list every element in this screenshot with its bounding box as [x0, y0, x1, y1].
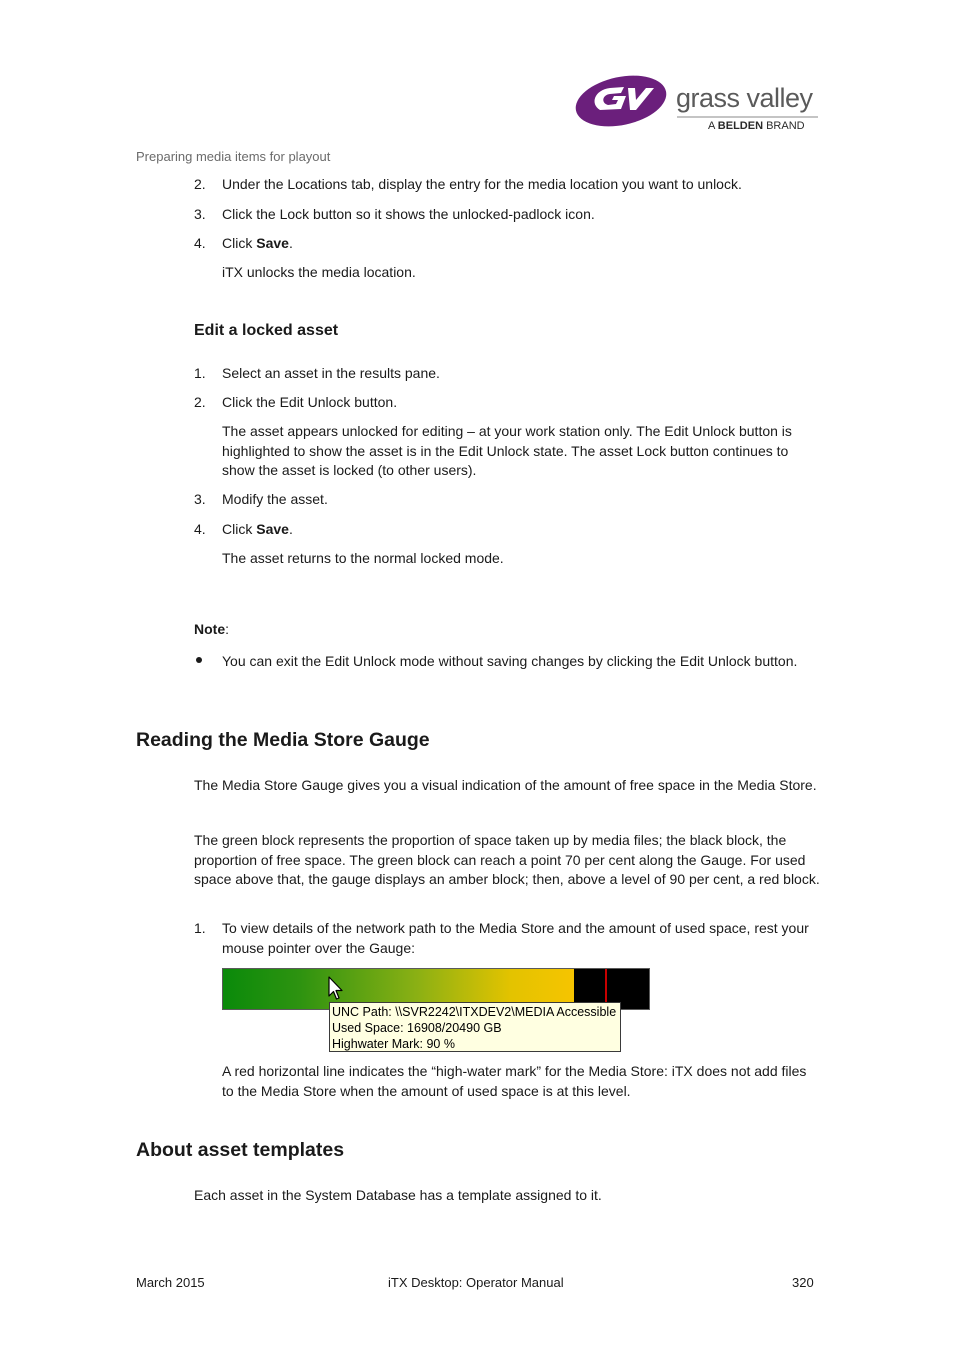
step-result: The asset returns to the normal locked mode.	[222, 550, 504, 566]
tooltip-used-space: Used Space: 16908/20490 GB	[332, 1021, 502, 1035]
step-number: 2.	[194, 176, 206, 192]
tooltip-highwater: Highwater Mark: 90 %	[332, 1037, 455, 1051]
logo-tagline-suffix: BRAND	[763, 120, 805, 132]
step-text-post: .	[288, 521, 293, 537]
note-label-text: Note	[194, 621, 226, 637]
tooltip-unc-path: UNC Path: \\SVR2242\ITXDEV2\MEDIA Accessible	[332, 1005, 617, 1019]
bullet-icon	[194, 652, 204, 662]
mouse-pointer-icon	[328, 976, 344, 1002]
step-text: Under the Locations tab, display the entry for the media location you want to unlock.	[222, 176, 742, 192]
step-text	[222, 520, 820, 540]
step-result: iTX unlocks the media location.	[222, 264, 416, 280]
logo-tagline	[708, 120, 805, 132]
step-number: 3.	[194, 491, 206, 507]
step-text-pre: Click	[222, 521, 257, 537]
step-number: 3.	[194, 206, 206, 222]
note-label	[194, 620, 229, 640]
save-label: Save	[256, 521, 289, 537]
step-number: 1.	[194, 365, 206, 381]
footer-date: March 2015	[136, 1275, 205, 1290]
footer-title: iTX Desktop: Operator Manual	[388, 1275, 564, 1290]
step-number: 4.	[194, 521, 206, 537]
step-text: Modify the asset.	[222, 491, 328, 507]
note-colon: :	[225, 621, 230, 637]
step-text	[222, 234, 820, 254]
step-text-pre: Click	[222, 235, 257, 251]
save-label: Save	[256, 235, 289, 251]
logo-tagline-prefix: A	[708, 120, 718, 132]
step-text: To view details of the network path to the Media Store and the amount of used space, rest your mouse pointer over the Gauge:	[222, 920, 809, 956]
step-number: 2.	[194, 394, 206, 410]
section-heading: About asset templates	[136, 1139, 345, 1161]
subsection-heading: Edit a locked asset	[194, 322, 339, 339]
logo-tagline-brand: BELDEN	[717, 120, 764, 132]
step-detail: The asset appears unlocked for editing – at your work station only. The Edit Unlock button is highlighted to show the asset is in the Edit Unlock state. The asset Lock button continues to show the asset is locked (to other users).	[222, 423, 792, 478]
paragraph: The Media Store Gauge gives you a visual indication of the amount of free space in the Media Store.	[194, 777, 817, 793]
step-text: Select an asset in the results pane.	[222, 365, 440, 381]
section-heading: Reading the Media Store Gauge	[136, 729, 430, 751]
paragraph: A red horizontal line indicates the “high-water mark” for the Media Store: iTX does not add files to the Media Store when the amount of used space is at this level.	[222, 1063, 807, 1099]
step-number: 4.	[194, 235, 206, 251]
paragraph: Each asset in the System Database has a template assigned to it.	[194, 1187, 602, 1203]
step-text: Click the Edit Unlock button.	[222, 394, 398, 410]
step-number: 1.	[194, 920, 206, 936]
logo-wordmark: grass valley	[676, 83, 813, 113]
footer-page-number: 320	[792, 1275, 814, 1290]
running-header: Preparing media items for playout	[136, 149, 331, 164]
gauge-tooltip	[329, 1002, 621, 1052]
step-text: Click the Lock button so it shows the unlocked-padlock icon.	[222, 206, 595, 222]
step-text-post: .	[288, 235, 293, 251]
paragraph: The green block represents the proportion of space taken up by media files; the black block, the proportion of free space. The green block can reach a point 70 per cent along the Gauge. For used space above that, the gauge displays an amber block; then, above a level of 90 per cent, a red block.	[194, 832, 820, 887]
note-bullet-text: You can exit the Edit Unlock mode without saving changes by clicking the Edit Unlock button.	[222, 653, 798, 669]
